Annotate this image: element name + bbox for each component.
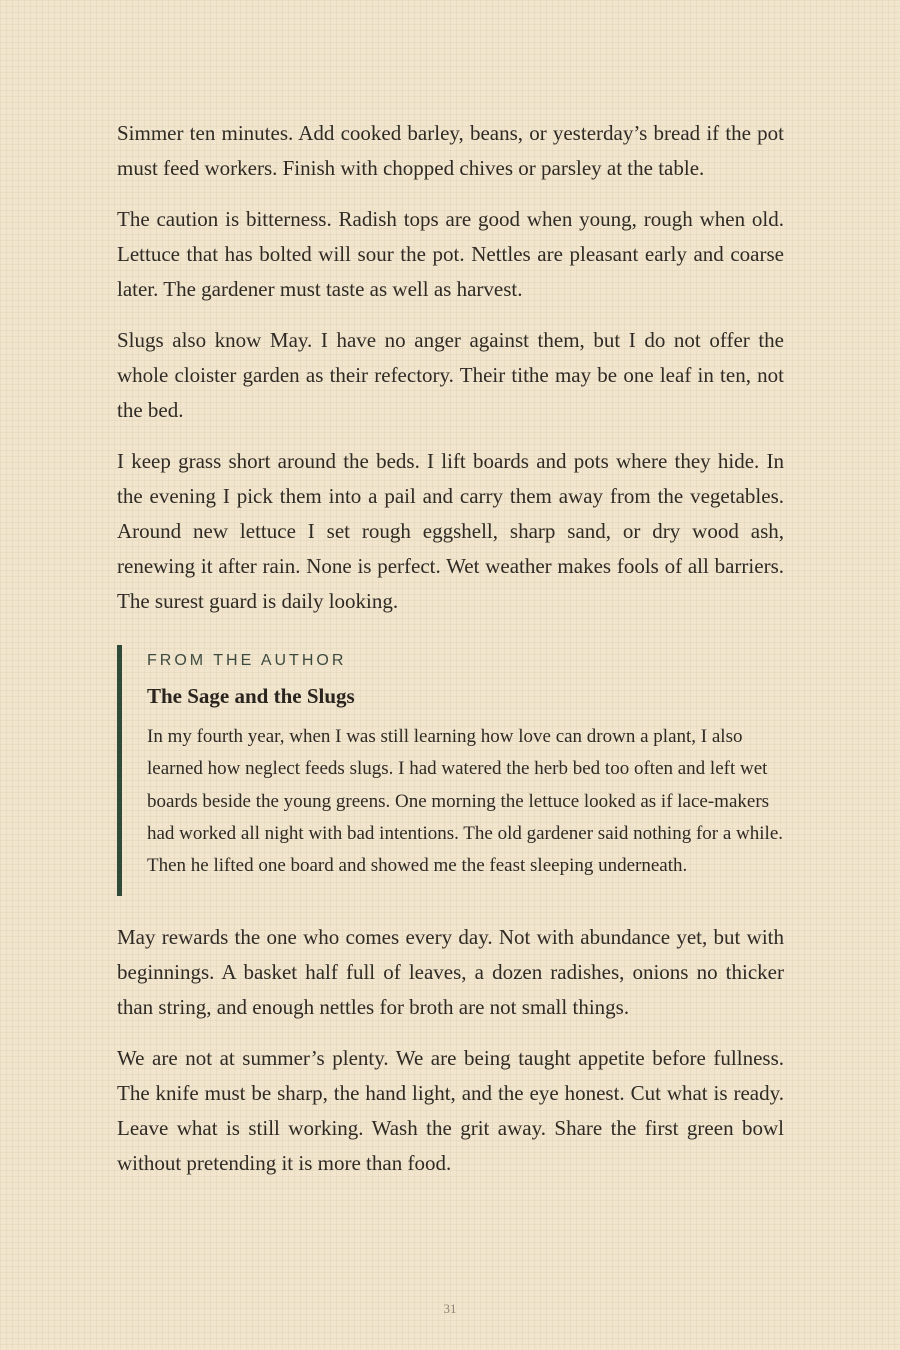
sidebar-body: In my fourth year, when I was still learning how love can drown a plant, I also learned how neglect feeds slugs. I had watered the herb bed too often and left wet boards beside the young greens. One morning the lettuce looked as if lace-makers had worked all night with bad intentions. The old gardener said nothing for a while. Then he lifted one board and showed me the feast sleeping underneath.	[147, 726, 784, 877]
body-paragraph: Slugs also know May. I have no anger against them, but I do not offer the whole cloister garden as their refectory. Their tithe may be one leaf in ten, not the bed.	[117, 328, 784, 422]
sidebar-kicker: FROM THE AUTHOR	[147, 652, 347, 669]
body-paragraph: Simmer ten minutes. Add cooked barley, beans, or yesterday’s bread if the pot must feed workers. Finish with chopped chives or parsley at the table.	[117, 121, 784, 180]
sidebar-title: The Sage and the Slugs	[147, 684, 355, 708]
page-number: 31	[443, 1301, 457, 1316]
body-paragraph: May rewards the one who comes every day. Not with abundance yet, but with beginnings. A basket half full of leaves, a dozen radishes, onions no thicker than string, and enough nettles for broth are not small things.	[117, 925, 784, 1020]
body-paragraph: I keep grass short around the beds. I lift boards and pots where they hide. In the evening I pick them into a pail and carry them away from the vegetables. Around new lettuce I set rough eggshell, sharp sand, or dry wood ash, renewing it after rain. None is perfect. Wet weather makes fools of all barriers. The surest guard is daily looking.	[117, 449, 784, 613]
body-paragraph: The caution is bitterness. Radish tops are good when young, rough when old. Lettuce that has bolted will sour the pot. Nettles are pleasant early and coarse later. The gardener must taste as well as harvest.	[117, 207, 784, 301]
page-body	[117, 116, 784, 1197]
body-paragraph: We are not at summer’s plenty. We are being taught appetite before fullness. The knife must be sharp, the hand light, and the eye honest. Cut what is ready. Leave what is still working. Wash the grit away. Share the first green bowl without pretending it is more than food.	[117, 1046, 784, 1176]
author-sidebar	[117, 645, 784, 896]
